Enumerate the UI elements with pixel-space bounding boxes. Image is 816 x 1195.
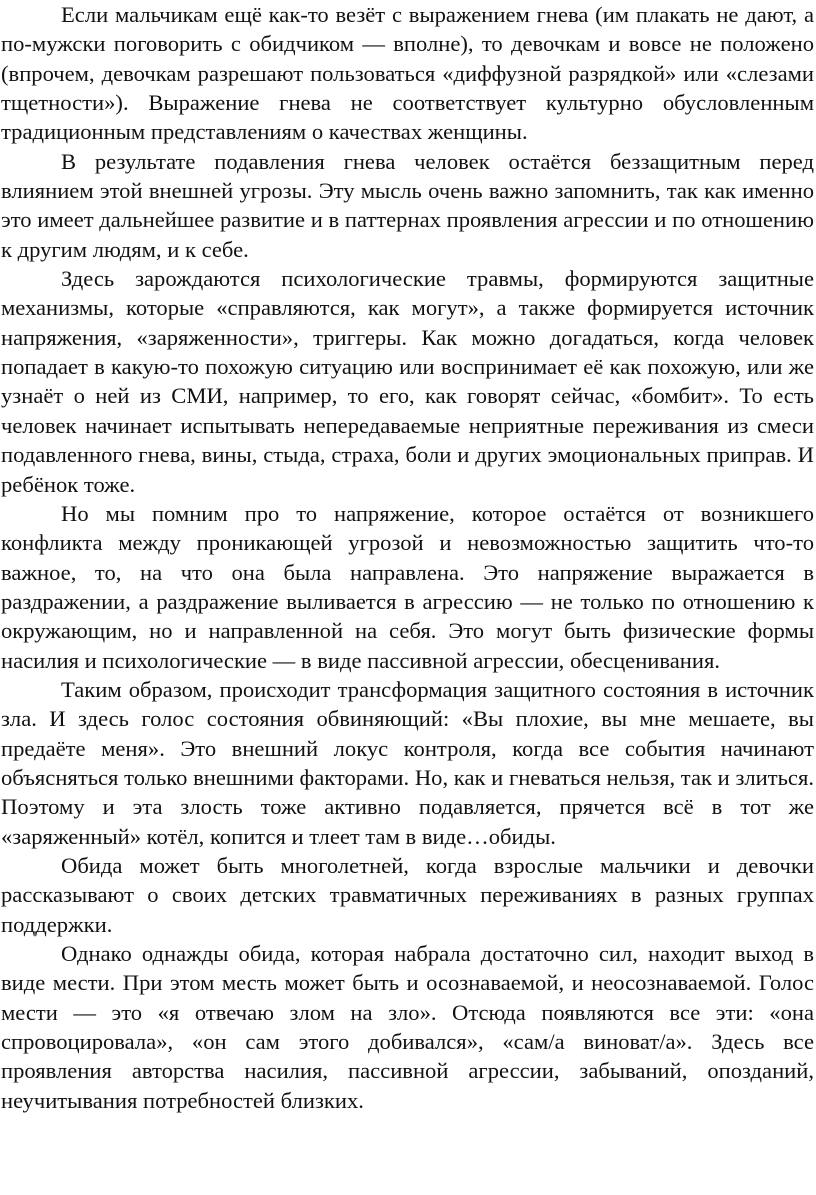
paragraph: В результате подавления гнева человек остаётся беззащитным перед влиянием этой внешней угрозы. Эту мысль очень важно запомнить, так как именно это имеет дальнейшее развитие и в паттернах проявления агрессии и по отношению к другим людям, и к себе. (1, 148, 814, 262)
paragraph: Таким образом, происходит трансформация защитного состояния в источник зла. И здесь голос состояния обвиняющий: «Вы плохие, вы мне мешаете, вы предаёте меня». Это внешний локус контроля, когда все события начинают объясняться только внешними факторами. Но, как и гневаться нельзя, так и злиться. Поэтому и эта злость тоже активно подавляется, прячется всё в тот же «заряженный» котёл, копится и тлеет там в виде…обиды. (1, 676, 814, 849)
document-body (1, 0, 814, 1115)
paragraph: Однако однажды обида, которая набрала достаточно сил, находит выход в виде мести. При этом месть может быть и осознаваемой, и неосознаваемой. Голос мести — это «я отвечаю злом на зло». Отсюда появляются все эти: «она спровоцировала», «он сам этого добивался», «сам/а виноват/а». Здесь все проявления авторства насилия, пассивной агрессии, забываний, опозданий, неучитывания потребностей близких. (1, 941, 814, 1113)
paragraph: Если мальчикам ещё как-то везёт с выражением гнева (им плакать не дают, а по-мужски поговорить с обидчиком — вполне), то девочкам и вовсе не положено (впрочем, девочкам разрешают пользоваться «диффузной разрядкой» или «слезами тщетности»). Выражение гнева не соответствует культурно обусловленным традиционным представлениям о качествах женщины. (1, 2, 814, 145)
paragraph: Но мы помним про то напряжение, которое остаётся от возникшего конфликта между проникающей угрозой и невозможностью защитить что-то важное, то, на что она была направлена. Это напряжение выражается в раздражении, а раздражение выливается в агрессию — не только по отношению к окружающим, но и направленной на себя. Это могут быть физические формы насилия и психологические — в виде пассивной агрессии, обесценивания. (1, 500, 814, 673)
paragraph: Здесь зарождаются психологические травмы, формируются защитные механизмы, которые «справляются, как могут», а также формируется источник напряжения, «заряженности», триггеры. Как можно догадаться, когда человек попадает в какую-то похожую ситуацию или воспринимает её как похожую, или же узнаёт о ней из СМИ, например, то его, как говорят сейчас, «бомбит». То есть человек начинает испытывать непередаваемые неприятные переживания из смеси подавленного гнева, вины, стыда, страха, боли и других эмоциональных приправ. И ребёнок тоже. (1, 266, 814, 497)
paragraph: Обида может быть многолетней, когда взрослые мальчики и девочки рассказывают о своих детских травматичных переживаниях в разных группах поддержки. (1, 852, 814, 937)
